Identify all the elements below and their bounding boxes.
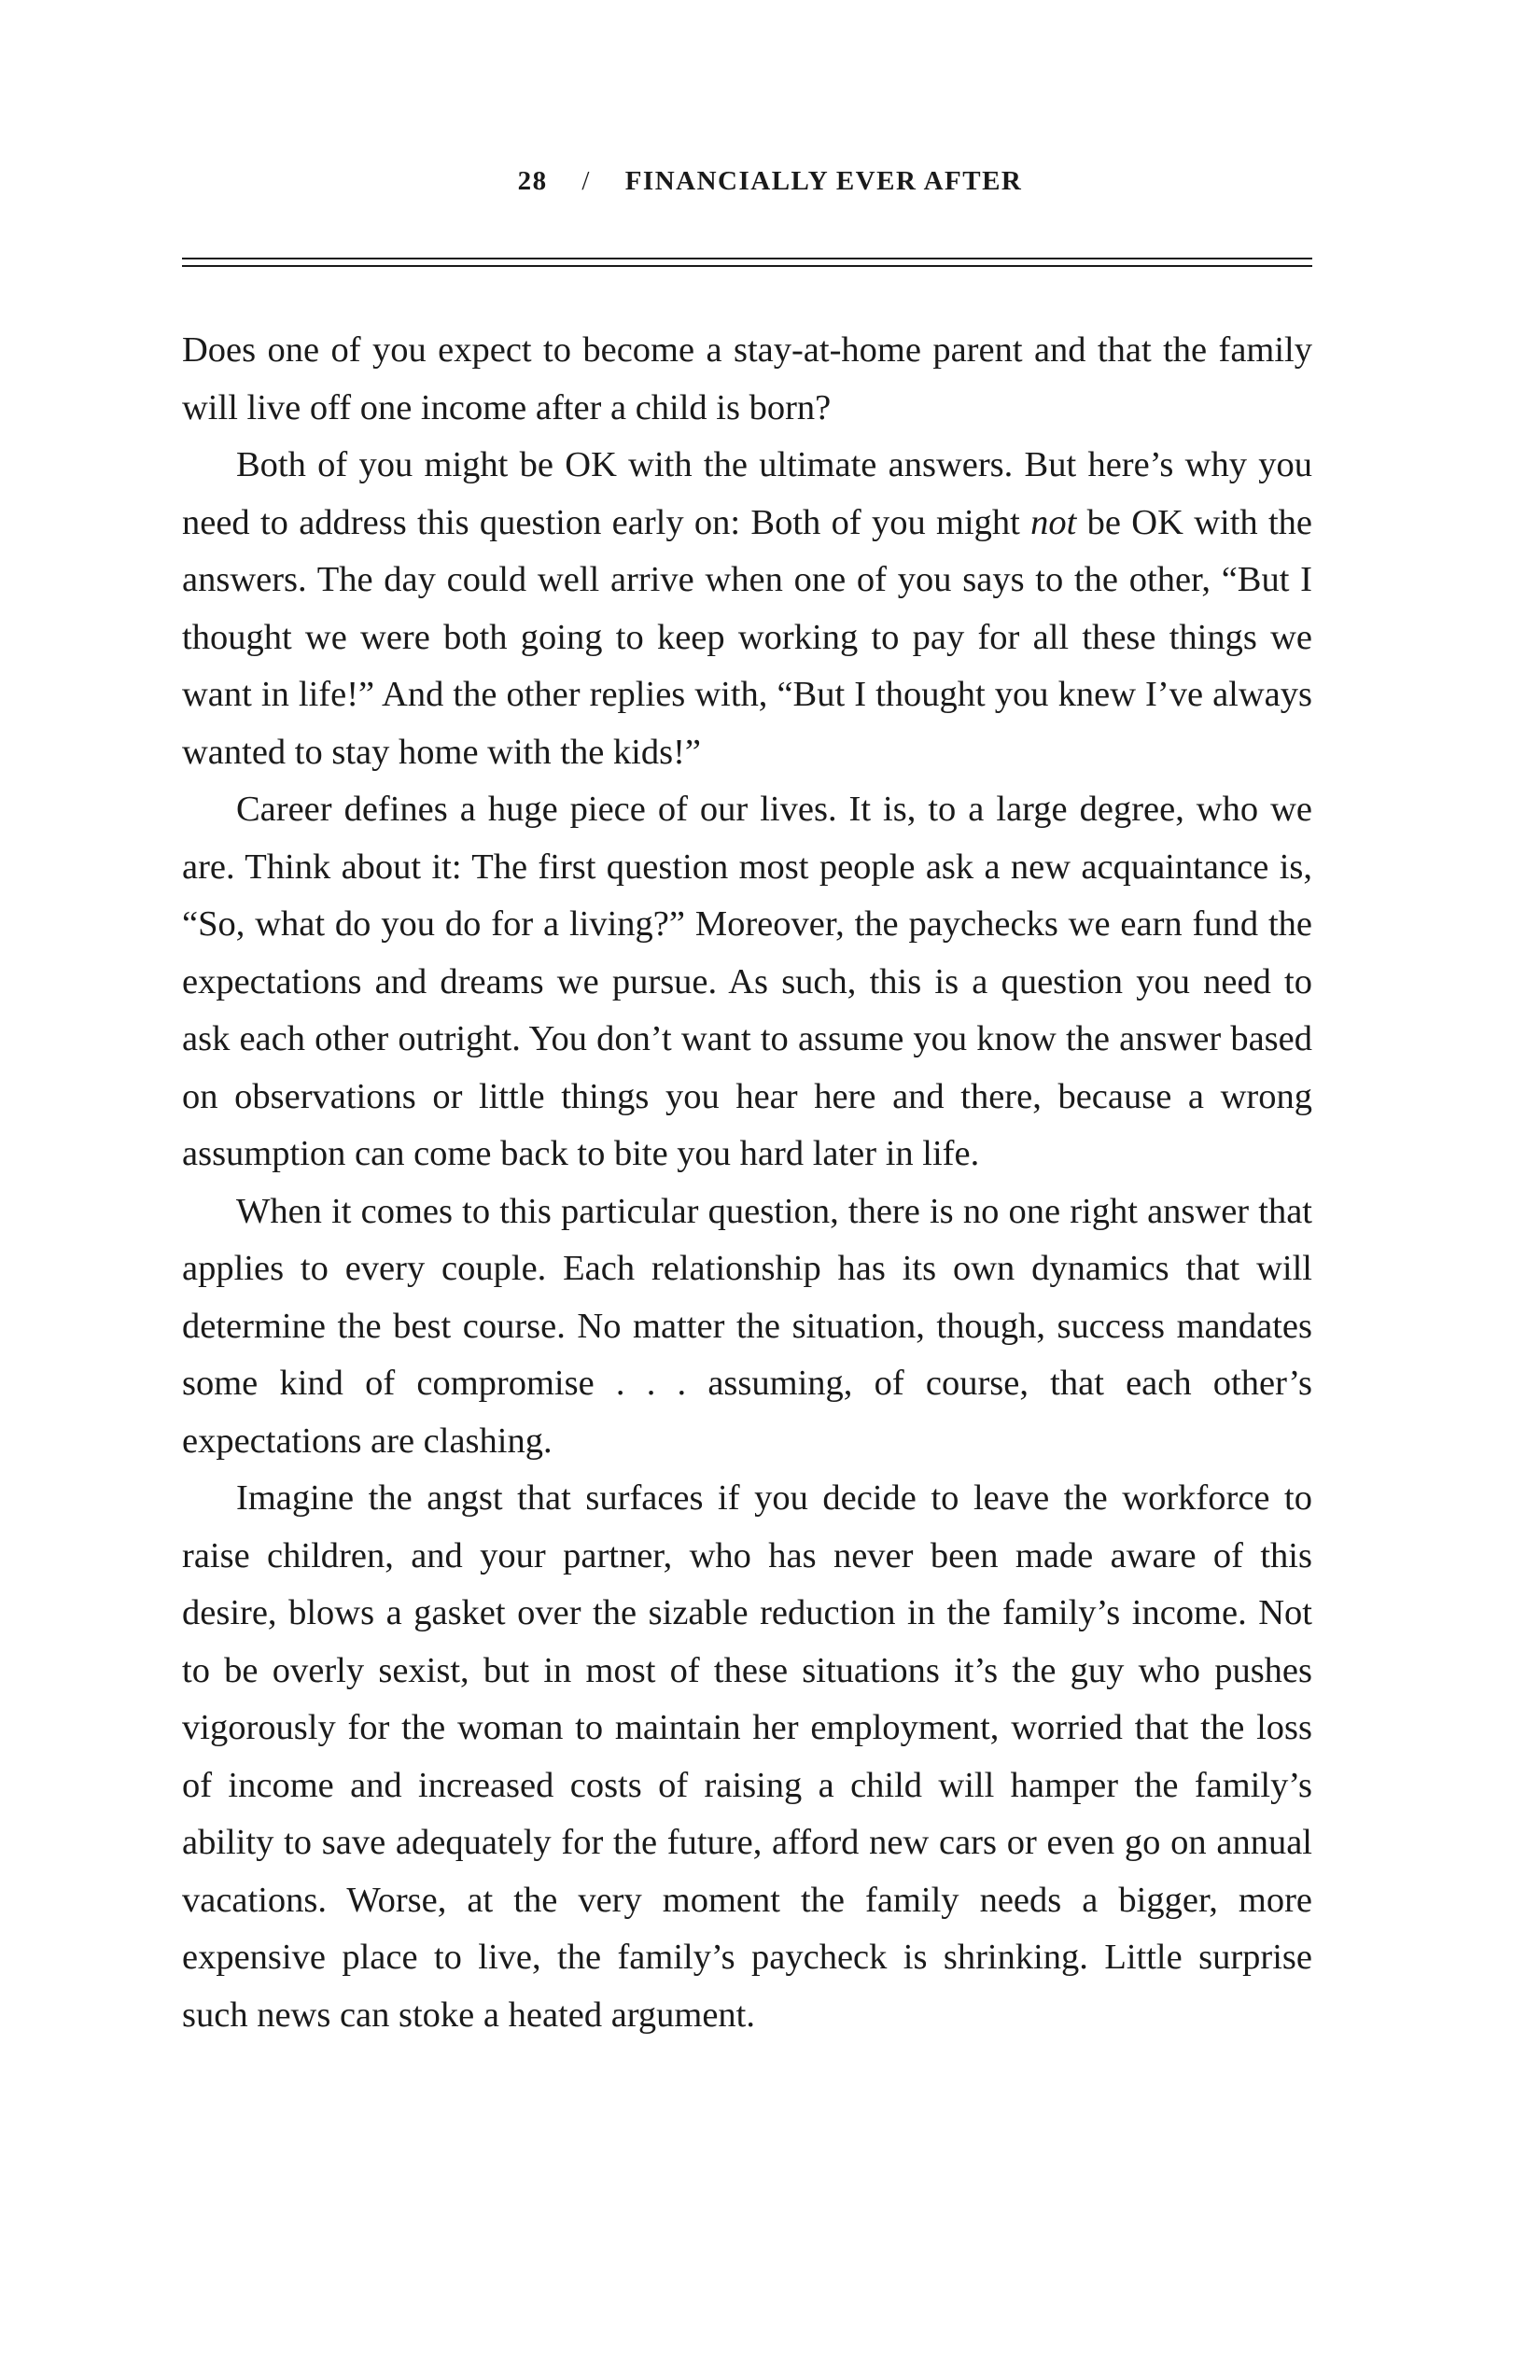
header-rule-top	[182, 258, 1312, 259]
header-rule-bottom	[182, 265, 1312, 267]
page-number: 28	[517, 166, 548, 196]
running-head	[0, 166, 1540, 197]
header-separator: /	[581, 166, 591, 196]
paragraph-2	[182, 437, 1312, 781]
paragraph-1: Does one of you expect to become a stay-at-home parent and that the family will live off one income after a child is born?	[182, 330, 1312, 427]
paragraph-2-part-1: Both of you might be OK with the ultimate answers. But here’s why you need to address this question early on: Both of you might	[182, 445, 1312, 542]
paragraph-5: Imagine the angst that surfaces if you decide to leave the workforce to raise children, and your partner, who has never been made aware of this desire, blows a gasket over the sizable reduction in the family’s income. Not to be overly sexist, but in most of these situations it’s the guy who pushes vigorously for the woman to maintain her employment, worried that the loss of income and increased costs of raising a child will hamper the family’s ability to save adequately for the future, afford new cars or even go on annual vacations. Worse, at the very moment the family needs a bigger, more expensive place to live, the family’s paycheck is shrinking. Little surprise such news can stoke a heated argument.	[182, 1478, 1312, 2035]
paragraph-4: When it comes to this particular question, there is no one right answer that applies to every couple. Each relationship has its own dynamics that will determine the best course. No matter the situation, though, success mandates some kind of compromise . . . assuming, of course, that each other’s expectations are clashing.	[182, 1191, 1312, 1461]
book-title: FINANCIALLY EVER AFTER	[624, 166, 1023, 196]
paragraph-2-emphasis: not	[1030, 502, 1077, 542]
body-text	[182, 322, 1312, 2044]
paragraph-2-part-2: be OK with the answers. The day could well arrive when one of you says to the other, “But I thought we were both going to keep working to pay for all these things we want in life!” And the other replies with, “But I thought you knew I’ve always wanted to stay home with the kids!”	[182, 502, 1312, 772]
paragraph-3: Career defines a huge piece of our lives. It is, to a large degree, who we are. Think about it: The first question most people ask a new acquaintance is, “So, what do you do for a living?” Moreover, the paychecks we earn fund the expectations and dreams we pursue. As such, this is a question you need to ask each other outright. You don’t want to assume you know the answer based on observations or little things you hear here and there, because a wrong assumption can come back to bite you hard later in life.	[182, 790, 1312, 1173]
